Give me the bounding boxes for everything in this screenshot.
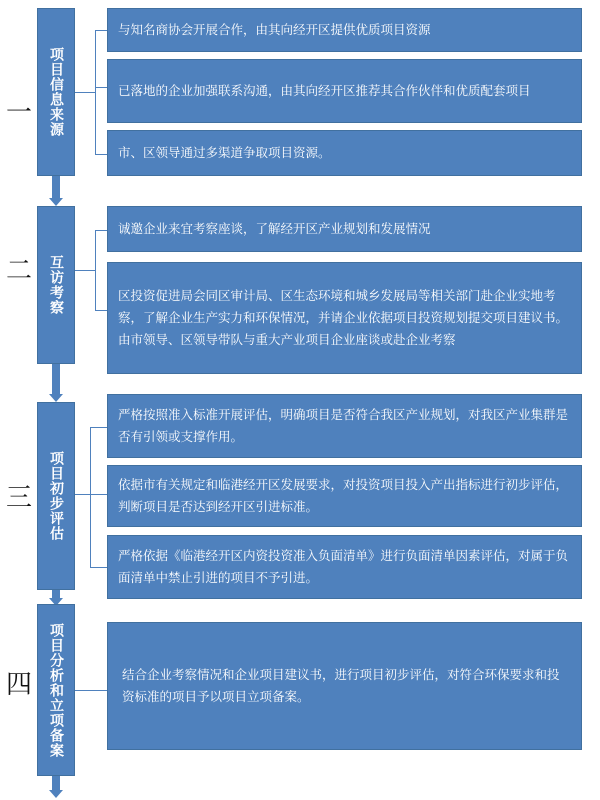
group-4-connector: [75, 690, 107, 691]
step-3-label-box: [37, 402, 75, 590]
step-arrowhead: [49, 790, 63, 798]
bracket-tick: [90, 567, 107, 568]
box-text: 区投资促进局会同区审计局、区生态环境和城乡发展局等相关部门赴企业实地考察，了解企业生产实力和环保情况，并请企业依据项目投资规划提交项目建议书。由市领导、区领导带队与重大产业项目企业座谈或赴企业考察: [118, 288, 569, 347]
step-3-box-2: [107, 465, 582, 527]
step-4-label-box: [37, 604, 75, 776]
box-text: 与知名商协会开展合作，由其向经开区提供优质项目资源: [118, 22, 431, 37]
bracket-tick: [95, 87, 107, 88]
step-arrowhead: [49, 394, 63, 402]
step-arrowhead: [49, 198, 63, 206]
step-1-label-box: [37, 8, 75, 176]
bracket-tick: [75, 270, 95, 271]
step-3-box-1: [107, 394, 582, 458]
step-3-box-3: [107, 535, 582, 599]
box-text: 严格依据《临港经开区内资投资准入负面清单》进行负面清单因素评估，对属于负面清单中禁止引进的项目不予引进。: [118, 548, 569, 585]
step-3-label: 项目初步评估: [48, 451, 64, 541]
box-text: 市、区领导通过多渠道争取项目资源。: [118, 145, 331, 160]
bracket-tick: [75, 494, 90, 495]
step-connector: [52, 776, 60, 790]
group-2-bracket: [95, 230, 96, 310]
group-1-bracket: [95, 30, 96, 154]
step-1-numeral: 一: [5, 98, 32, 128]
step-4-label: 项目分析和立项备案: [48, 622, 64, 758]
step-2-box-2: [107, 262, 582, 374]
group-3-bracket: [90, 427, 91, 567]
bracket-tick: [95, 230, 107, 231]
bracket-tick: [90, 427, 107, 428]
step-2-numeral: 二: [5, 256, 32, 286]
step-connector: [52, 364, 60, 396]
bracket-tick: [90, 494, 107, 495]
step-2-label: 互访考察: [48, 255, 64, 315]
step-1-box-1: [107, 8, 582, 52]
step-1-box-2: [107, 59, 582, 123]
step-4-numeral: 四: [5, 670, 32, 700]
bracket-tick: [95, 30, 107, 31]
step-3-numeral: 三: [5, 483, 32, 513]
bracket-tick: [95, 154, 107, 155]
box-text: 已落地的企业加强联系沟通，由其向经开区推荐其合作伙伴和优质配套项目: [118, 83, 531, 98]
box-text: 结合企业考察情况和企业项目建议书，进行项目初步评估，对符合环保要求和投资标准的项目予以项目立项备案。: [122, 667, 560, 704]
step-2-box-1: [107, 206, 582, 252]
bracket-tick: [75, 92, 95, 93]
bracket-tick: [95, 310, 107, 311]
step-connector: [52, 176, 60, 200]
step-2-label-box: [37, 206, 75, 364]
step-1-box-3: [107, 130, 582, 176]
box-text: 诚邀企业来宜考察座谈，了解经开区产业规划和发展情况: [118, 221, 431, 236]
step-4-box-1: [107, 622, 582, 750]
step-1-label: 项目信息来源: [48, 47, 64, 137]
box-text: 严格按照准入标准开展评估，明确项目是否符合我区产业规划，对我区产业集群是否有引领或支撑作用。: [118, 407, 569, 444]
box-text: 依据市有关规定和临港经开区发展要求，对投资项目投入产出指标进行初步评估，判断项目是否达到经开区引进标准。: [118, 477, 569, 514]
